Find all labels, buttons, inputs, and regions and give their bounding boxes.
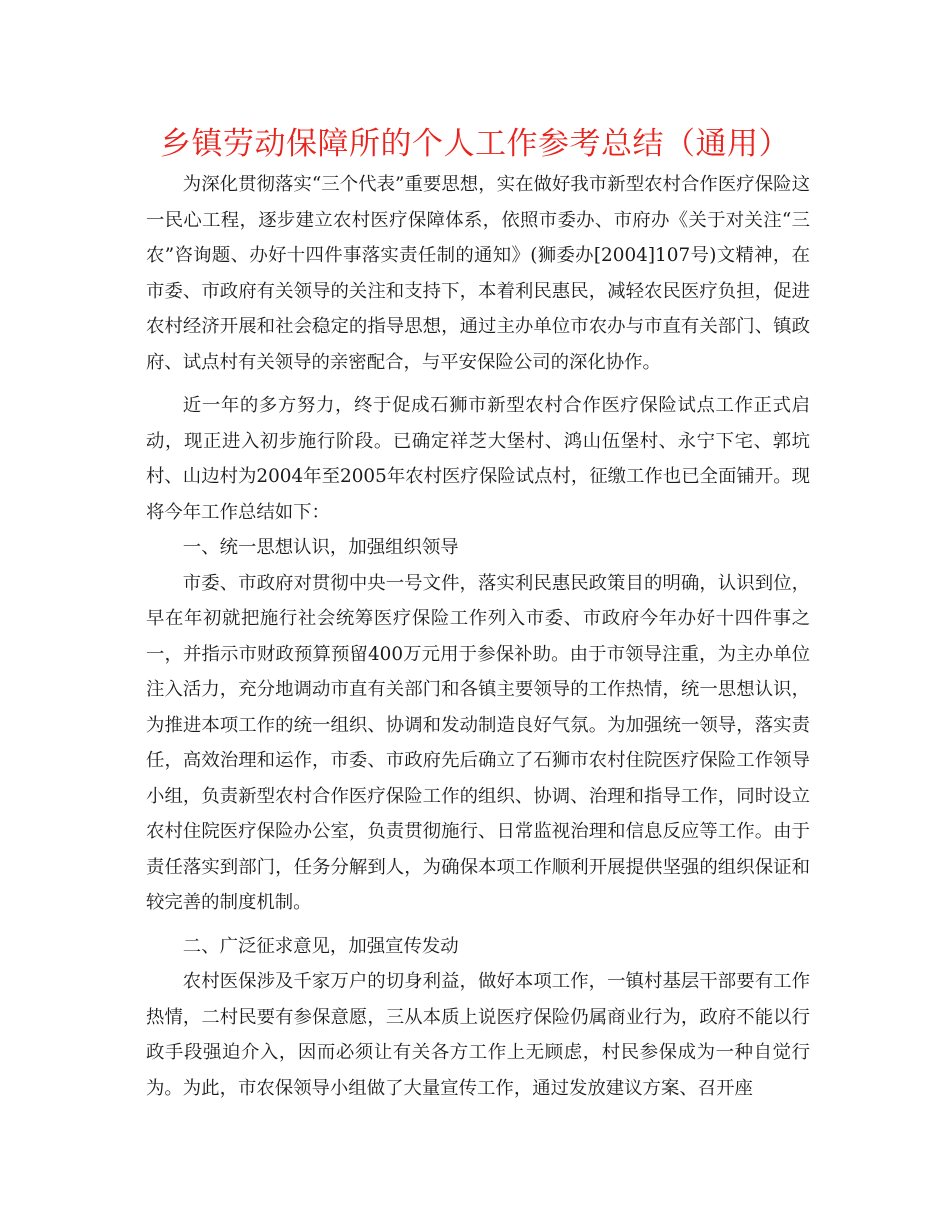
paragraph-intro: 为深化贯彻落实“三个代表”重要思想，实在做好我市新型农村合作医疗保险这一民心工程，逐步建立农村医疗保障体系，依照市委办、市府办《关于对关注“三农”咨询题、办好十四件事落实责任制的通知》(狮委办[2004]107号)文精神，在市委、市政府有关领导的关注和支持下，本着利民惠民，减轻农民医疗负担，促进农村经济开展和社会稳定的指导思想，通过主办单位市农办与市直有关部门、镇政府、试点村有关领导的亲密配合，与平安保险公司的深化协作。: [146, 174, 810, 373]
paragraph-section-1: 市委、市政府对贯彻中央一号文件，落实利民惠民政策目的明确，认识到位，早在年初就把施行社会统筹医疗保险工作列入市委、市政府今年办好十四件事之一，并指示市财政预算预留400万元用于参保补助。由于市领导注重，为主办单位注入活力，充分地调动市直有关部门和各镇主要领导的工作热情，统一思想认识，为推进本项工作的统一组织、协调和发动制造良好气氛。为加强统一领导，落实责任，高效治理和运作，市委、市政府先后确立了石狮市农村住院医疗保险工作领导小组，负责新型农村合作医疗保险工作的组织、协调、治理和指导工作，同时设立农村住院医疗保险办公室，负责贯彻施行、日常监视治理和信息反应等工作。由于责任落实到部门，任务分解到人，为确保本项工作顺利开展提供坚强的组织保证和较完善的制度机制。: [146, 572, 810, 913]
document-body: [146, 167, 810, 1114]
section-heading-2: 二、广泛征求意见，加强宣传发动: [182, 935, 459, 957]
paragraph-progress: 近一年的多方努力，终于促成石狮市新型农村合作医疗保险试点工作正式启动，现正进入初步施行阶段。已确定祥芝大堡村、鸿山伍堡村、永宁下宅、郭坑村、山边村为2004年至2005年农村医疗保险试点村，征缴工作也已全面铺开。现将今年工作总结如下：: [146, 395, 810, 523]
section-heading-1: 一、统一思想认识，加强组织领导: [182, 537, 459, 558]
document-title: 乡镇劳动保障所的个人工作参考总结（通用）: [160, 126, 790, 162]
paragraph-section-2: 农村医保涉及千家万户的切身利益，做好本项工作，一镇村基层干部要有工作热情，二村民要有参保意愿，三从本质上说医疗保险仍属商业行为，政府不能以行政手段强迫介入，因而必须让有关各方工作上无顾虑，村民参保成为一种自觉行为。为此，市农保领导小组做了大量宣传工作，通过发放建议方案、召开座: [146, 971, 810, 1099]
